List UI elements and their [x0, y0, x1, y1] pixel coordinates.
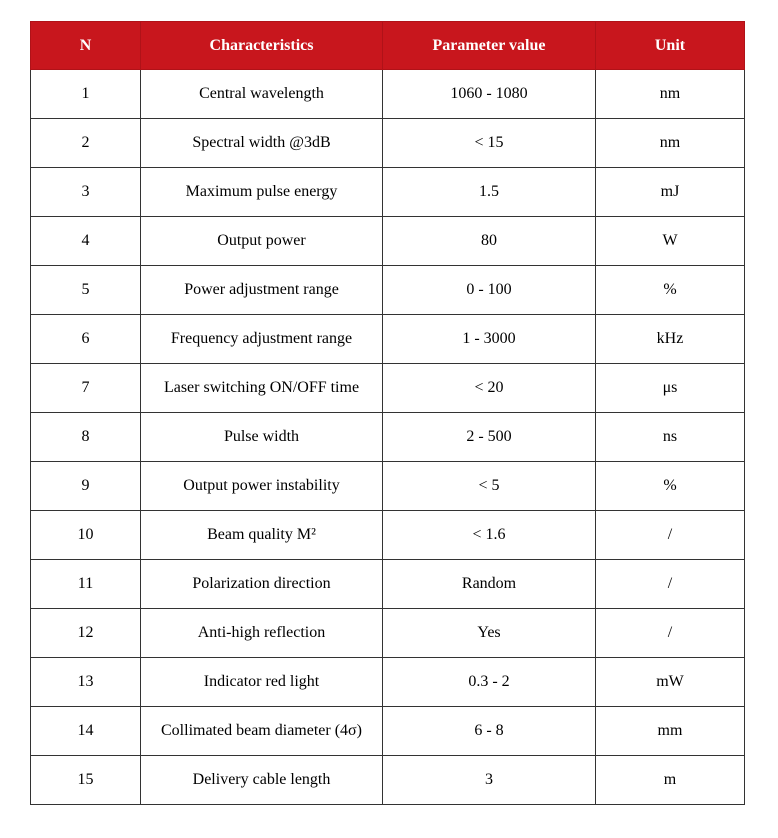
table-row	[31, 315, 745, 364]
row-parameter-value: < 15	[383, 119, 596, 168]
row-number: 6	[31, 315, 141, 364]
row-number: 4	[31, 217, 141, 266]
row-characteristic: Laser switching ON/OFF time	[141, 364, 383, 413]
table-row	[31, 560, 745, 609]
header-parameter-value: Parameter value	[383, 22, 596, 70]
row-unit: μs	[596, 364, 745, 413]
row-parameter-value: Random	[383, 560, 596, 609]
spec-table	[30, 21, 745, 805]
row-number: 12	[31, 609, 141, 658]
table-row	[31, 217, 745, 266]
row-parameter-value: 3	[383, 756, 596, 805]
table-row	[31, 756, 745, 805]
row-parameter-value: 80	[383, 217, 596, 266]
row-parameter-value: < 1.6	[383, 511, 596, 560]
row-unit: mm	[596, 707, 745, 756]
row-parameter-value: < 5	[383, 462, 596, 511]
row-unit: nm	[596, 119, 745, 168]
row-number: 1	[31, 70, 141, 119]
row-parameter-value: 1060 - 1080	[383, 70, 596, 119]
row-characteristic: Indicator red light	[141, 658, 383, 707]
row-parameter-value: 1.5	[383, 168, 596, 217]
header-row	[31, 22, 745, 70]
table-row	[31, 462, 745, 511]
row-characteristic: Output power	[141, 217, 383, 266]
row-parameter-value: 2 - 500	[383, 413, 596, 462]
row-parameter-value: 1 - 3000	[383, 315, 596, 364]
header-characteristics: Characteristics	[141, 22, 383, 70]
table-row	[31, 707, 745, 756]
row-parameter-value: 6 - 8	[383, 707, 596, 756]
row-number: 15	[31, 756, 141, 805]
row-characteristic: Frequency adjustment range	[141, 315, 383, 364]
row-characteristic: Maximum pulse energy	[141, 168, 383, 217]
row-number: 7	[31, 364, 141, 413]
row-unit: mJ	[596, 168, 745, 217]
row-unit: mW	[596, 658, 745, 707]
row-parameter-value: Yes	[383, 609, 596, 658]
row-parameter-value: < 20	[383, 364, 596, 413]
row-unit: %	[596, 462, 745, 511]
row-unit: ns	[596, 413, 745, 462]
row-characteristic: Spectral width @3dB	[141, 119, 383, 168]
row-number: 10	[31, 511, 141, 560]
table-row	[31, 609, 745, 658]
row-unit: W	[596, 217, 745, 266]
row-unit: /	[596, 560, 745, 609]
row-number: 11	[31, 560, 141, 609]
row-characteristic: Anti-high reflection	[141, 609, 383, 658]
row-characteristic: Output power instability	[141, 462, 383, 511]
table-row	[31, 413, 745, 462]
row-characteristic: Pulse width	[141, 413, 383, 462]
row-number: 8	[31, 413, 141, 462]
table-row	[31, 266, 745, 315]
table-body	[31, 70, 745, 805]
table-row	[31, 364, 745, 413]
row-parameter-value: 0 - 100	[383, 266, 596, 315]
row-unit: kHz	[596, 315, 745, 364]
row-characteristic: Beam quality M²	[141, 511, 383, 560]
row-number: 5	[31, 266, 141, 315]
row-unit: nm	[596, 70, 745, 119]
row-characteristic: Collimated beam diameter (4σ)	[141, 707, 383, 756]
table-row	[31, 511, 745, 560]
header-n: N	[31, 22, 141, 70]
row-unit: /	[596, 609, 745, 658]
table-row	[31, 658, 745, 707]
row-characteristic: Polarization direction	[141, 560, 383, 609]
row-number: 3	[31, 168, 141, 217]
row-number: 13	[31, 658, 141, 707]
row-unit: m	[596, 756, 745, 805]
row-characteristic: Power adjustment range	[141, 266, 383, 315]
table-header	[31, 22, 745, 70]
row-characteristic: Central wavelength	[141, 70, 383, 119]
row-characteristic: Delivery cable length	[141, 756, 383, 805]
header-unit: Unit	[596, 22, 745, 70]
row-unit: /	[596, 511, 745, 560]
row-number: 14	[31, 707, 141, 756]
table-row	[31, 168, 745, 217]
table-row	[31, 70, 745, 119]
table-row	[31, 119, 745, 168]
row-number: 9	[31, 462, 141, 511]
row-unit: %	[596, 266, 745, 315]
row-number: 2	[31, 119, 141, 168]
row-parameter-value: 0.3 - 2	[383, 658, 596, 707]
